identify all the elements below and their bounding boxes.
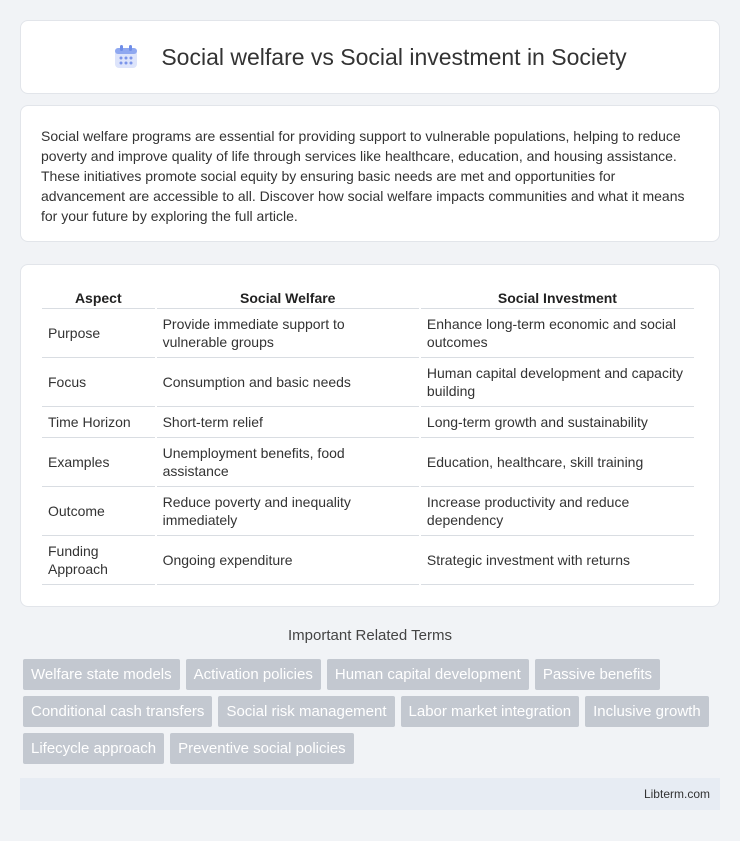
comparison-table-card	[20, 264, 720, 607]
table-cell: Consumption and basic needs	[157, 358, 419, 407]
intro-card	[20, 105, 720, 242]
related-terms-list	[23, 659, 723, 770]
column-header-social-welfare: Social Welfare	[157, 285, 419, 309]
table-cell: Reduce poverty and inequality immediately	[157, 487, 419, 536]
table-cell: Outcome	[42, 487, 155, 536]
table-header-row	[42, 285, 694, 309]
related-terms-title: Important Related Terms	[288, 627, 452, 644]
table-cell: Education, healthcare, skill training	[421, 438, 694, 487]
table-cell: Examples	[42, 438, 155, 487]
table-cell: Funding Approach	[42, 536, 155, 585]
related-term-tag[interactable]: Passive benefits	[535, 659, 660, 690]
table-row	[42, 438, 694, 487]
column-header-social-investment: Social Investment	[421, 285, 694, 309]
table-row	[42, 536, 694, 585]
table-cell: Provide immediate support to vulnerable groups	[157, 309, 419, 358]
table-cell: Unemployment benefits, food assistance	[157, 438, 419, 487]
table-row	[42, 487, 694, 536]
table-cell: Time Horizon	[42, 407, 155, 438]
related-term-tag[interactable]: Activation policies	[186, 659, 321, 690]
table-cell: Human capital development and capacity building	[421, 358, 694, 407]
comparison-table	[40, 285, 696, 585]
intro-text: Social welfare programs are essential for providing support to vulnerable populations, helping to reduce poverty and improve quality of life through services like healthcare, education, and housing assistance. These initiatives promote social equity by ensuring basic needs are met and opportunities for advancement are accessible to all. Discover how social welfare impacts communities and what it means for your future by exploring the full article.	[41, 128, 685, 224]
table-cell: Purpose	[42, 309, 155, 358]
table-cell: Ongoing expenditure	[157, 536, 419, 585]
calendar-icon	[113, 44, 139, 70]
table-cell: Strategic investment with returns	[421, 536, 694, 585]
table-cell: Short-term relief	[157, 407, 419, 438]
table-cell: Focus	[42, 358, 155, 407]
footer-site-link[interactable]: Libterm.com	[643, 787, 710, 801]
table-row	[42, 309, 694, 358]
related-term-tag[interactable]: Lifecycle approach	[23, 733, 164, 764]
related-term-tag[interactable]: Social risk management	[218, 696, 394, 727]
table-row	[42, 407, 694, 438]
header-card	[20, 20, 720, 94]
related-term-tag[interactable]: Inclusive growth	[585, 696, 709, 727]
column-header-aspect: Aspect	[42, 285, 155, 309]
related-term-tag[interactable]: Conditional cash transfers	[23, 696, 212, 727]
related-term-tag[interactable]: Human capital development	[327, 659, 529, 690]
table-row	[42, 358, 694, 407]
table-cell: Long-term growth and sustainability	[421, 407, 694, 438]
related-term-tag[interactable]: Welfare state models	[23, 659, 180, 690]
footer	[20, 778, 720, 810]
table-cell: Enhance long-term economic and social outcomes	[421, 309, 694, 358]
table-cell: Increase productivity and reduce dependency	[421, 487, 694, 536]
page-title: Social welfare vs Social investment in Society	[161, 43, 627, 70]
related-term-tag[interactable]: Preventive social policies	[170, 733, 354, 764]
related-term-tag[interactable]: Labor market integration	[401, 696, 580, 727]
